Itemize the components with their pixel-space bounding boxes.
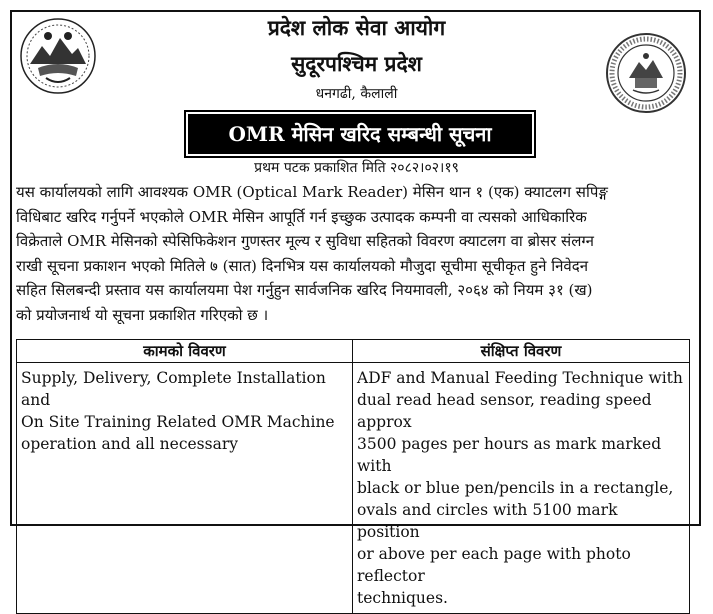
summary-line: techniques. [357,589,448,607]
summary-line: black or blue pen/pencils in a rectangle, [357,479,674,497]
office-location: धनगढी, कैलाली [315,86,398,102]
column-header-work: कामको विवरण [17,340,353,363]
work-line: Supply, Delivery, Complete Installation and [21,369,326,409]
column-header-summary: संक्षिप्त विवरण [353,340,690,363]
summary-line: dual read head sensor, reading speed approx [357,391,652,431]
body-line: विधिबाट खरिद गर्नुपर्ने भएकोले OMR मेसिन आपूर्ति गर्न इच्छुक उत्पादक कम्पनी वा त्यसको आधिकारिक [16,207,587,226]
body-line: यस कार्यालयको लागि आवश्यक OMR (Optical Mark Reader) मेसिन थान १ (एक) क्याटलग सपिङ्ग [16,183,608,201]
org-name: प्रदेश लोक सेवा आयोग [267,15,446,40]
notice-title-banner [188,114,532,154]
work-line: On Site Training Related OMR Machine [21,413,335,431]
summary-line: ADF and Manual Feeding Technique with [357,369,683,387]
summary-description-cell [353,363,690,614]
publication-date: प्रथम पटक प्रकाशित मिति २०८२।०२।१९ [254,160,459,176]
notice-body [16,180,692,328]
table-row [17,363,690,614]
body-line: विक्रेताले OMR मेसिनको स्पेसिफिकेशन गुणस्तर मूल्य र सुविधा सहितको विवरण क्याटलग वा ब्रोसर संलग्न [16,232,594,251]
work-description-cell [17,363,353,614]
specification-table [16,339,690,614]
summary-line: 3500 pages per hours as mark marked with [357,435,662,475]
body-line: राखी सूचना प्रकाशन भएको मितिले ७ (सात) दिनभित्र यस कार्यालयको मौजुदा सूचीमा सूचीकृत हुने निवेदन [16,256,589,275]
summary-line: or above per each page with photo reflector [357,545,631,585]
body-line: सहित सिलबन्दी प्रस्ताव यस कार्यालयमा पेश गर्नुहुन सार्वजनिक खरिद नियमावली, २०६४ को नियम ३१ (ख) [16,281,593,300]
summary-line: ovals and circles with 5100 mark position [357,501,618,541]
table-header-row [17,340,690,363]
body-line: को प्रयोजनार्थ यो सूचना प्रकाशित गरिएको छ । [16,305,269,324]
province-name: सुदूरपश्चिम प्रदेश [291,51,422,76]
work-line: operation and all necessary [21,435,238,453]
notice-title: OMR मेसिन खरिद सम्बन्धी सूचना [228,122,492,146]
